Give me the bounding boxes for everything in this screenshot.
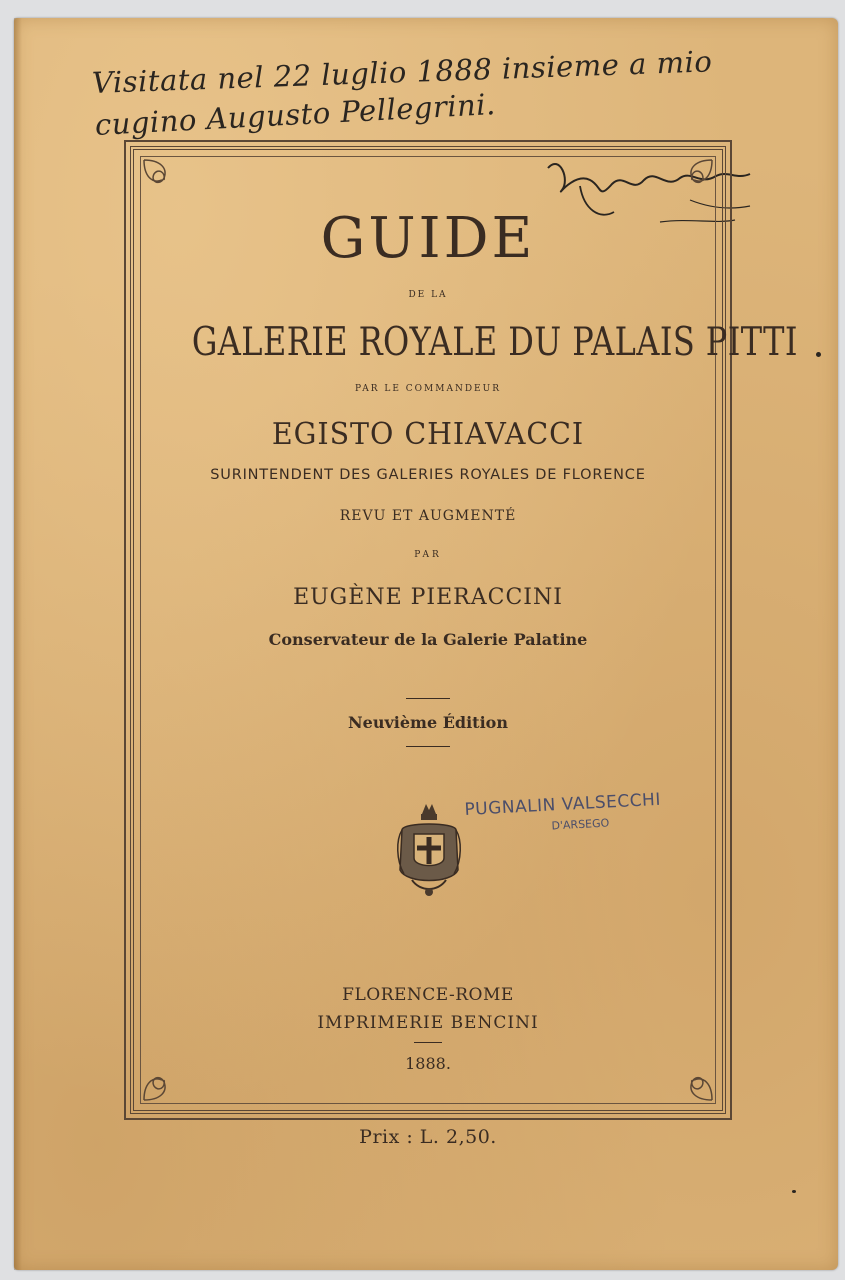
reviser-role: Conservateur de la Galerie Palatine [268,630,588,649]
publication-year: 1888. [405,1054,451,1073]
book-subject: GALERIE ROYALE DU PALAIS PITTI [191,320,798,365]
publisher-place: FLORENCE-ROME [342,985,514,1005]
divider-rule-top [406,698,450,699]
author-name: EGISTO CHIAVACCI [271,417,585,452]
edition-label: Neuvième Édition [348,713,508,732]
reviser-connector: PAR [414,550,442,560]
ink-speck [792,1190,796,1193]
divider-rule-bottom [406,746,450,747]
title-connector: DE LA [408,290,448,300]
royal-coat-of-arms-icon [392,800,466,900]
reviser-name: EUGÈNE PIERACCINI [293,585,563,610]
price-label: Prix : L. 2,50. [359,1126,497,1148]
corner-ornament-top-left [140,156,188,204]
by-line: PAR LE COMMANDEUR [355,384,501,394]
ink-speck [816,352,821,357]
stamp-name: PUGNALIN VALSECCHI [464,789,662,820]
printer-name: IMPRIMERIE BENCINI [317,1013,539,1033]
handwritten-inscription-line-1: Visitata nel 22 luglio 1888 insieme a mio [91,44,713,100]
author-role: SURINTENDENT DES GALERIES ROYALES DE FLORENCE [210,467,646,483]
stamp-place: D'ARSEGO [551,816,610,833]
book-title: GUIDE [320,206,536,271]
corner-ornament-top-right [668,156,716,204]
revision-note: REVU ET AUGMENTÉ [339,508,517,524]
cover-edge-shadow [14,18,22,1270]
divider-rule-year [414,1042,442,1043]
handwritten-inscription-line-2: cugino Augusto Pellegrini. [94,87,497,142]
